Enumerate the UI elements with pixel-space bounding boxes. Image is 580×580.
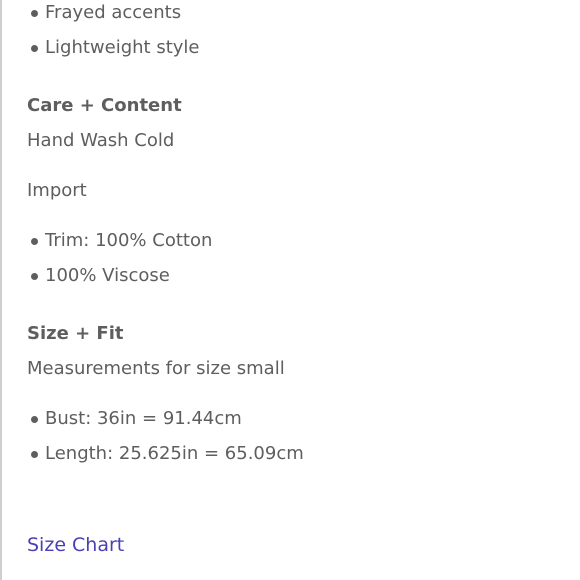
wash-instructions: Hand Wash Cold [27, 130, 175, 151]
list-item: Frayed accents [27, 1, 200, 25]
list-item: Length: 25.625in = 65.09cm [27, 442, 304, 466]
left-border [0, 0, 2, 580]
size-chart-link[interactable]: Size Chart [27, 534, 125, 556]
care-content-heading: Care + Content [27, 95, 182, 116]
origin-text: Import [27, 180, 87, 201]
materials-list [27, 229, 212, 299]
measurement-note: Measurements for size small [27, 358, 285, 379]
bullet-icon [31, 273, 38, 280]
list-item: Lightweight style [27, 36, 200, 60]
list-item: Trim: 100% Cotton [27, 229, 212, 253]
bullet-icon [31, 45, 38, 52]
list-item: 100% Viscose [27, 264, 212, 288]
feature-list [27, 1, 200, 71]
bullet-icon [31, 10, 38, 17]
measurements-list [27, 407, 304, 477]
bullet-icon [31, 238, 38, 245]
bullet-icon [31, 451, 38, 458]
list-item: Bust: 36in = 91.44cm [27, 407, 304, 431]
size-fit-heading: Size + Fit [27, 323, 124, 344]
bullet-icon [31, 416, 38, 423]
